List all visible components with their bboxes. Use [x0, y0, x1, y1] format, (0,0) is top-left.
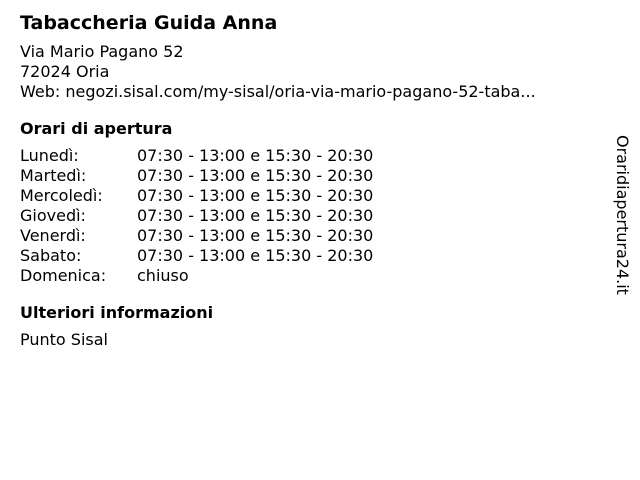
hours-row [20, 206, 373, 226]
hours-row [20, 186, 373, 206]
site-watermark-text: Oraridiapertura24.it [613, 135, 632, 295]
hours-day: Venerdì: [20, 226, 86, 245]
hours-day: Lunedì: [20, 146, 79, 165]
hours-time: 07:30 - 13:00 e 15:30 - 20:30 [137, 206, 374, 225]
hours-row [20, 146, 373, 166]
hours-day: Martedì: [20, 166, 87, 185]
shop-name: Tabaccheria Guida Anna [20, 12, 278, 34]
shop-card [20, 10, 600, 350]
hours-time: 07:30 - 13:00 e 15:30 - 20:30 [137, 226, 374, 245]
hours-row [20, 226, 373, 246]
hours-day: Domenica: [20, 266, 107, 285]
opening-hours-table [20, 146, 373, 286]
shop-city: 72024 Oria [20, 62, 110, 81]
hours-row [20, 246, 373, 266]
hours-row [20, 266, 373, 286]
hours-row [20, 166, 373, 186]
shop-address: Via Mario Pagano 52 [20, 42, 184, 61]
opening-hours-title: Orari di apertura [20, 119, 173, 138]
hours-day: Mercoledì: [20, 186, 103, 205]
hours-time: 07:30 - 13:00 e 15:30 - 20:30 [137, 246, 374, 265]
hours-day: Giovedì: [20, 206, 86, 225]
hours-time: 07:30 - 13:00 e 15:30 - 20:30 [137, 146, 374, 165]
site-watermark [612, 135, 632, 310]
hours-time: 07:30 - 13:00 e 15:30 - 20:30 [137, 186, 374, 205]
more-info-title: Ulteriori informazioni [20, 303, 214, 322]
more-info-item: Punto Sisal [20, 330, 108, 349]
hours-time: 07:30 - 13:00 e 15:30 - 20:30 [137, 166, 374, 185]
hours-time: chiuso [137, 266, 189, 285]
hours-day: Sabato: [20, 246, 82, 265]
shop-web-link[interactable]: Web: negozi.sisal.com/my-sisal/oria-via-mario-pagano-52-taba... [20, 82, 536, 101]
